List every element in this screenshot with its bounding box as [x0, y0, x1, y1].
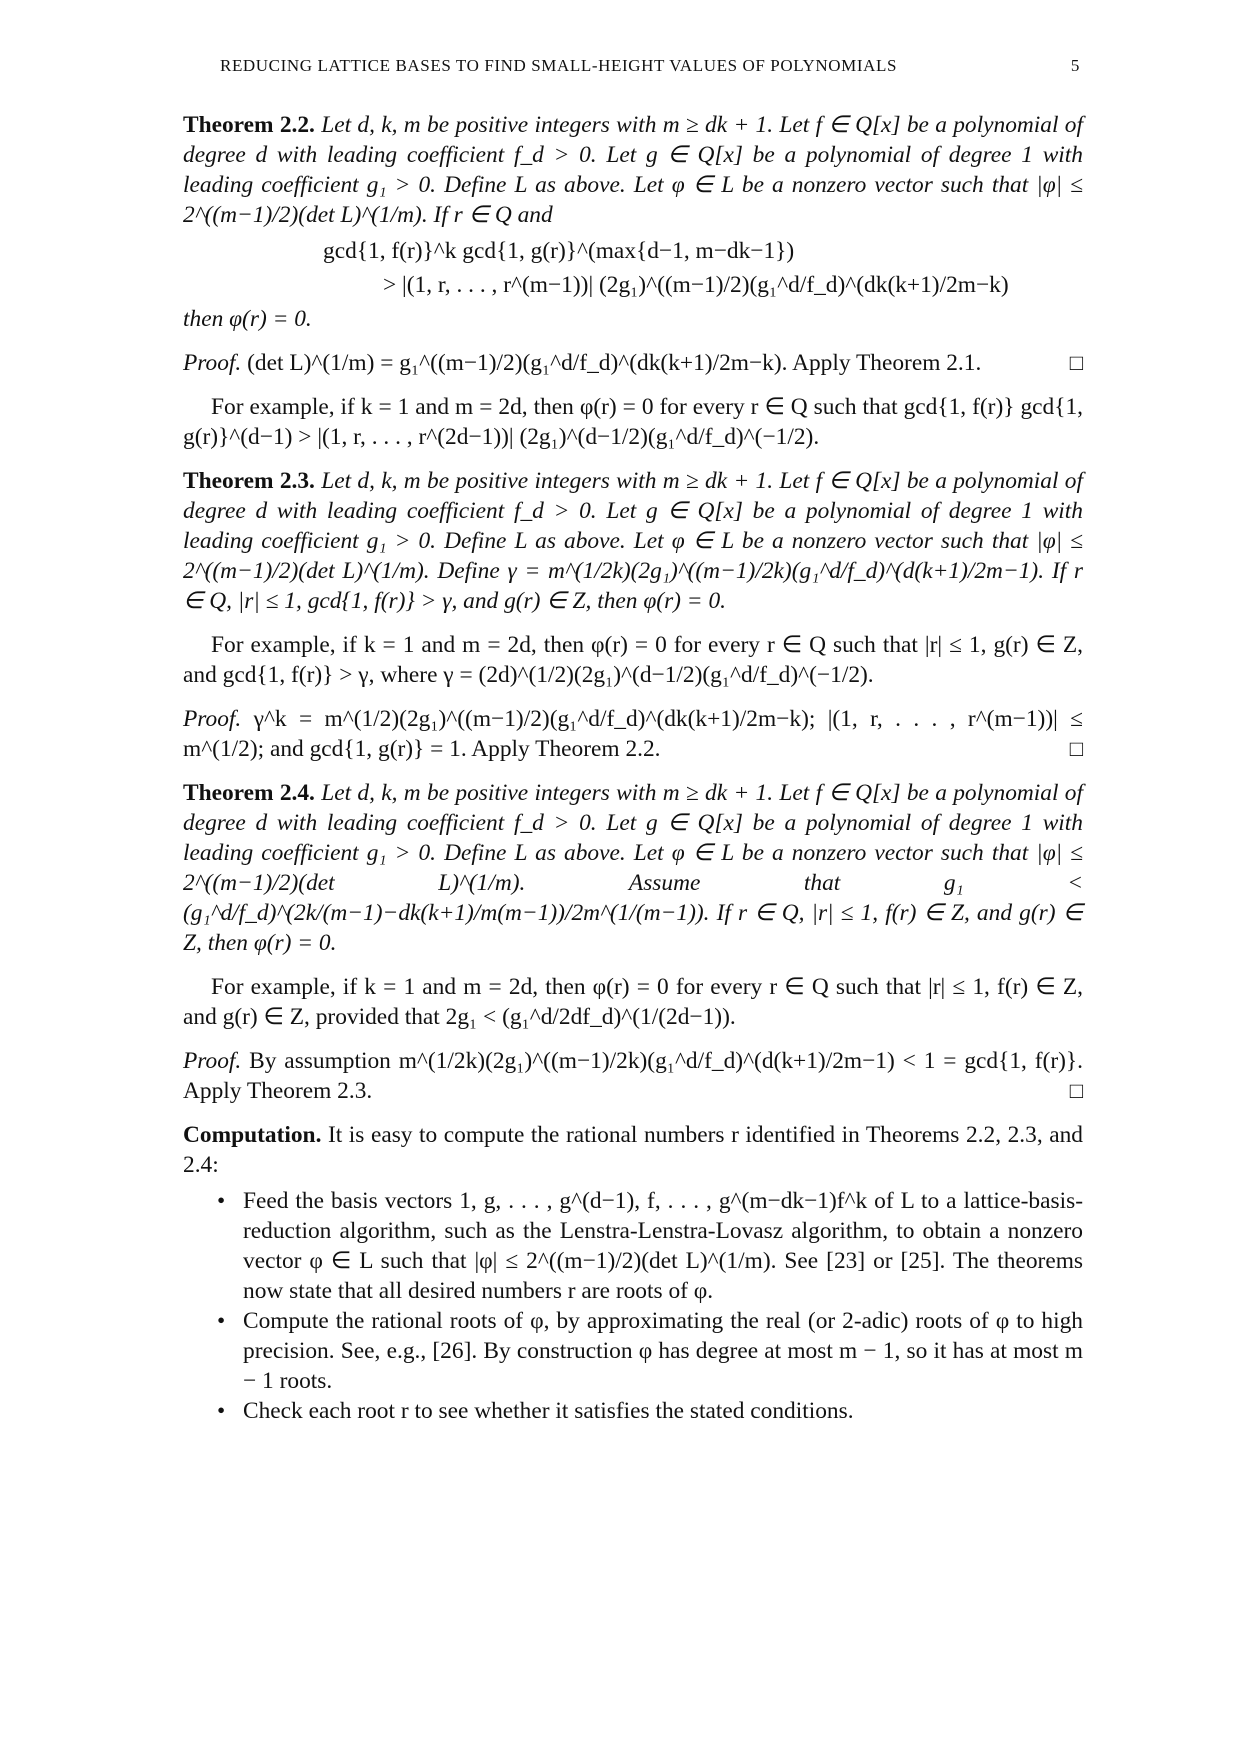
theorem-label: Theorem 2.4. [183, 780, 315, 806]
bullet-icon: • [217, 1398, 226, 1424]
example-2-4: For example, if k = 1 and m = 2d, then φ(r) = 0 for every r ∈ Q such that |r| ≤ 1, f(r) ∈ Z, and g(r) ∈ Z, provided that 2g₁ < (g₁^d/2df_d)^(1/(2d−1)). [183, 974, 1083, 1030]
theorem-body: Let d, k, m be positive integers with m ≥ dk + 1. Let f ∈ Q[x] be a polynomial of degree d with leading coefficient f_d > 0. Let g ∈ Q[x] be a polynomial of degree 1 with leading coefficient g₁ > 0. Define L as above. Let φ ∈ L be a nonzero vector such that |φ| ≤ 2^((m−1)/2)(det L)^(1/m). If r ∈ Q and [183, 112, 1083, 228]
equation-line-2: > |(1, r, . . . , r^(m−1))| (2g₁)^((m−1)/2)(g₁^d/f_d)^(dk(k+1)/2m−k) [383, 272, 1009, 298]
qed-symbol: □ [1069, 350, 1083, 375]
proof-label: Proof. [183, 1048, 242, 1074]
qed-symbol: □ [1069, 1078, 1083, 1103]
example-2-2: For example, if k = 1 and m = 2d, then φ(r) = 0 for every r ∈ Q such that gcd{1, f(r)} gcd{1, g(r)}^(d−1) > |(1, r, . . . , r^(2d−1))| (2g₁)^(d−1/2)(g₁^d/f_d)^(−1/2). [183, 394, 1083, 450]
computation-intro: It is easy to compute the rational numbers r identified in Theorems 2.2, 2.3, and 2.4: [183, 1122, 1083, 1178]
proof-label: Proof. [183, 706, 242, 732]
list-item [217, 1306, 1083, 1396]
computation-label: Computation. [183, 1122, 322, 1148]
theorem-body: Let d, k, m be positive integers with m ≥ dk + 1. Let f ∈ Q[x] be a polynomial of degree d with leading coefficient f_d > 0. Let g ∈ Q[x] be a polynomial of degree 1 with leading coefficient g₁ > 0. Define L as above. Let φ ∈ L be a nonzero vector such that |φ| ≤ 2^((m−1)/2)(det L)^(1/m). Assume that g₁ < (g₁^d/f_d)^(2k/(m−1)−dk(k+1)/m(m−1))/2m^(1/(m−1)). If r ∈ Q, |r| ≤ 1, f(r) ∈ Z, and g(r) ∈ Z, then φ(r) = 0. [183, 780, 1083, 956]
qed-symbol: □ [1069, 736, 1083, 761]
theorem-2-3 [183, 466, 1083, 616]
display-equation [323, 234, 1083, 302]
theorem-label: Theorem 2.2. [183, 112, 315, 138]
example-2-3: For example, if k = 1 and m = 2d, then φ(r) = 0 for every r ∈ Q such that |r| ≤ 1, g(r) ∈ Z, and gcd{1, f(r)} > γ, where γ = (2d)^(1/2)(2g₁)^(d−1/2)(g₁^d/f_d)^(−1/2). [183, 632, 1083, 688]
list-item [217, 1186, 1083, 1306]
theorem-label: Theorem 2.3. [183, 468, 315, 494]
theorem-conclusion: then φ(r) = 0. [183, 306, 312, 332]
list-item-text: Compute the rational roots of φ, by approximating the real (or 2-adic) roots of φ to high precision. See, e.g., [26]. By construction φ has degree at most m − 1, so it has at most m − 1 roots. [243, 1308, 1083, 1394]
proof-2-3 [183, 704, 1083, 764]
header-title: REDUCING LATTICE BASES TO FIND SMALL-HEIGHT VALUES OF POLYNOMIALS [220, 56, 898, 75]
proof-body: γ^k = m^(1/2)(2g₁)^((m−1)/2)(g₁^d/f_d)^(dk(k+1)/2m−k); |(1, r, . . . , r^(m−1))| ≤ m^(1/2); and gcd{1, g(r)} = 1. Apply Theorem 2.2. [183, 706, 1083, 762]
running-header [220, 56, 1080, 76]
computation-section [183, 1120, 1083, 1426]
list-item-text: Check each root r to see whether it satisfies the stated conditions. [243, 1398, 854, 1424]
proof-body: By assumption m^(1/2k)(2g₁)^((m−1)/2k)(g₁^d/f_d)^(d(k+1)/2m−1) < 1 = gcd{1, f(r)}. Apply Theorem 2.3. [183, 1048, 1083, 1104]
list-item [217, 1396, 1083, 1426]
proof-2-2 [183, 348, 1083, 378]
list-item-text: Feed the basis vectors 1, g, . . . , g^(d−1), f, . . . , g^(m−dk−1)f^k of L to a lattice-basis-reduction algorithm, such as the Lenstra-Lenstra-Lovasz algorithm, to obtain a nonzero vector φ ∈ L such that |φ| ≤ 2^((m−1)/2)(det L)^(1/m). See [23] or [25]. The theorems now state that all desired numbers r are roots of φ. [243, 1188, 1083, 1304]
theorem-2-4 [183, 778, 1083, 958]
proof-2-4 [183, 1046, 1083, 1106]
proof-label: Proof. [183, 350, 242, 376]
equation-line-1: gcd{1, f(r)}^k gcd{1, g(r)}^(max{d−1, m−dk−1}) [323, 238, 795, 264]
bullet-icon: • [217, 1188, 226, 1214]
page-number: 5 [1070, 56, 1080, 75]
main-content [183, 110, 1083, 1440]
proof-body: (det L)^(1/m) = g₁^((m−1)/2)(g₁^d/f_d)^(dk(k+1)/2m−k). Apply Theorem 2.1. [247, 350, 982, 376]
theorem-2-2 [183, 110, 1083, 334]
bullet-icon: • [217, 1308, 226, 1334]
theorem-body: Let d, k, m be positive integers with m ≥ dk + 1. Let f ∈ Q[x] be a polynomial of degree d with leading coefficient f_d > 0. Let g ∈ Q[x] be a polynomial of degree 1 with leading coefficient g₁ > 0. Define L as above. Let φ ∈ L be a nonzero vector such that |φ| ≤ 2^((m−1)/2)(det L)^(1/m). Define γ = m^(1/2k)(2g₁)^((m−1)/2k)(g₁^d/f_d)^(d(k+1)/2m−1). If r ∈ Q, |r| ≤ 1, gcd{1, f(r)} > γ, and g(r) ∈ Z, then φ(r) = 0. [183, 468, 1083, 614]
computation-steps [183, 1186, 1083, 1426]
